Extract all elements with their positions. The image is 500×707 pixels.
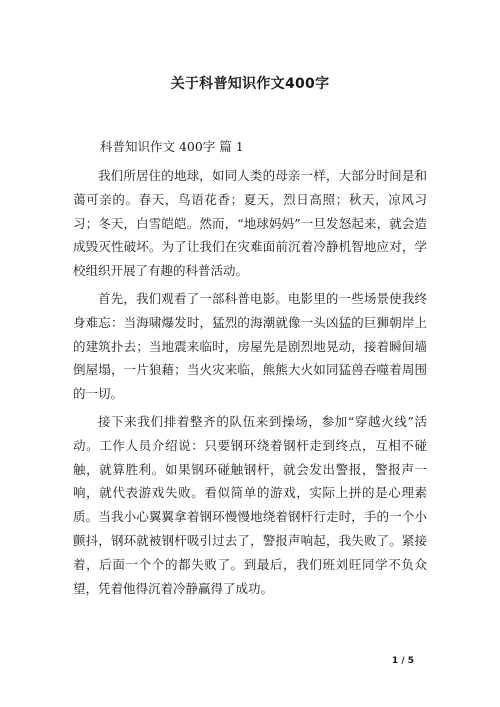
essay-body [73,164,427,604]
essay-heading: 科普知识作文 400字 篇 1 [100,139,244,154]
paragraph-1: 我们所居住的地球，如同人类的母亲一样，大部分时间是和蔼可亲的。春天，鸟语花香；夏天，烈日高照；秋天，凉风习习；冬天，白雪皑皑。然而，“地球妈妈”一旦发怒起来，就会造成毁灭性破坏。为了让我们在灾难面前沉着冷静机智地应对，学校组织开展了有趣的科普活动。 [73,168,427,279]
paragraph-2: 首先，我们观看了一部科普电影。电影里的一些场景使我终身难忘：当海啸爆发时，猛烈的海潮就像一头凶猛的巨狮朝岸上的建筑扑去；当地震来临时，房屋先是剧烈地晃动，接着瞬间墙倒屋塌，一片狼藉；当火灾来临，熊熊大火如同猛兽吞噬着周围的一切。 [73,290,427,402]
document-title: 关于科普知识作文400字 [170,76,330,92]
page-number: 1 / 5 [391,656,414,666]
paragraph-3: 接下来我们排着整齐的队伍来到操场，参加“穿越火线”活动。工作人员介绍说：只要钢环绕着钢杆走到终点，互相不碰触，就算胜利。如果钢环碰触钢杆，就会发出警报，警报声一响，就代表游戏失败。看似简单的游戏，实际上拼的是心理素质。当我小心翼翼拿着钢环慢慢地绕着钢杆行走时，手的一个小颤抖，钢环就被钢杆吸引过去了，警报声响起，我失败了。紧接着，后面一个个的都失败了。到最后，我们班刘旺同学不负众望，凭着他得沉着冷静赢得了成功。 [73,413,427,596]
